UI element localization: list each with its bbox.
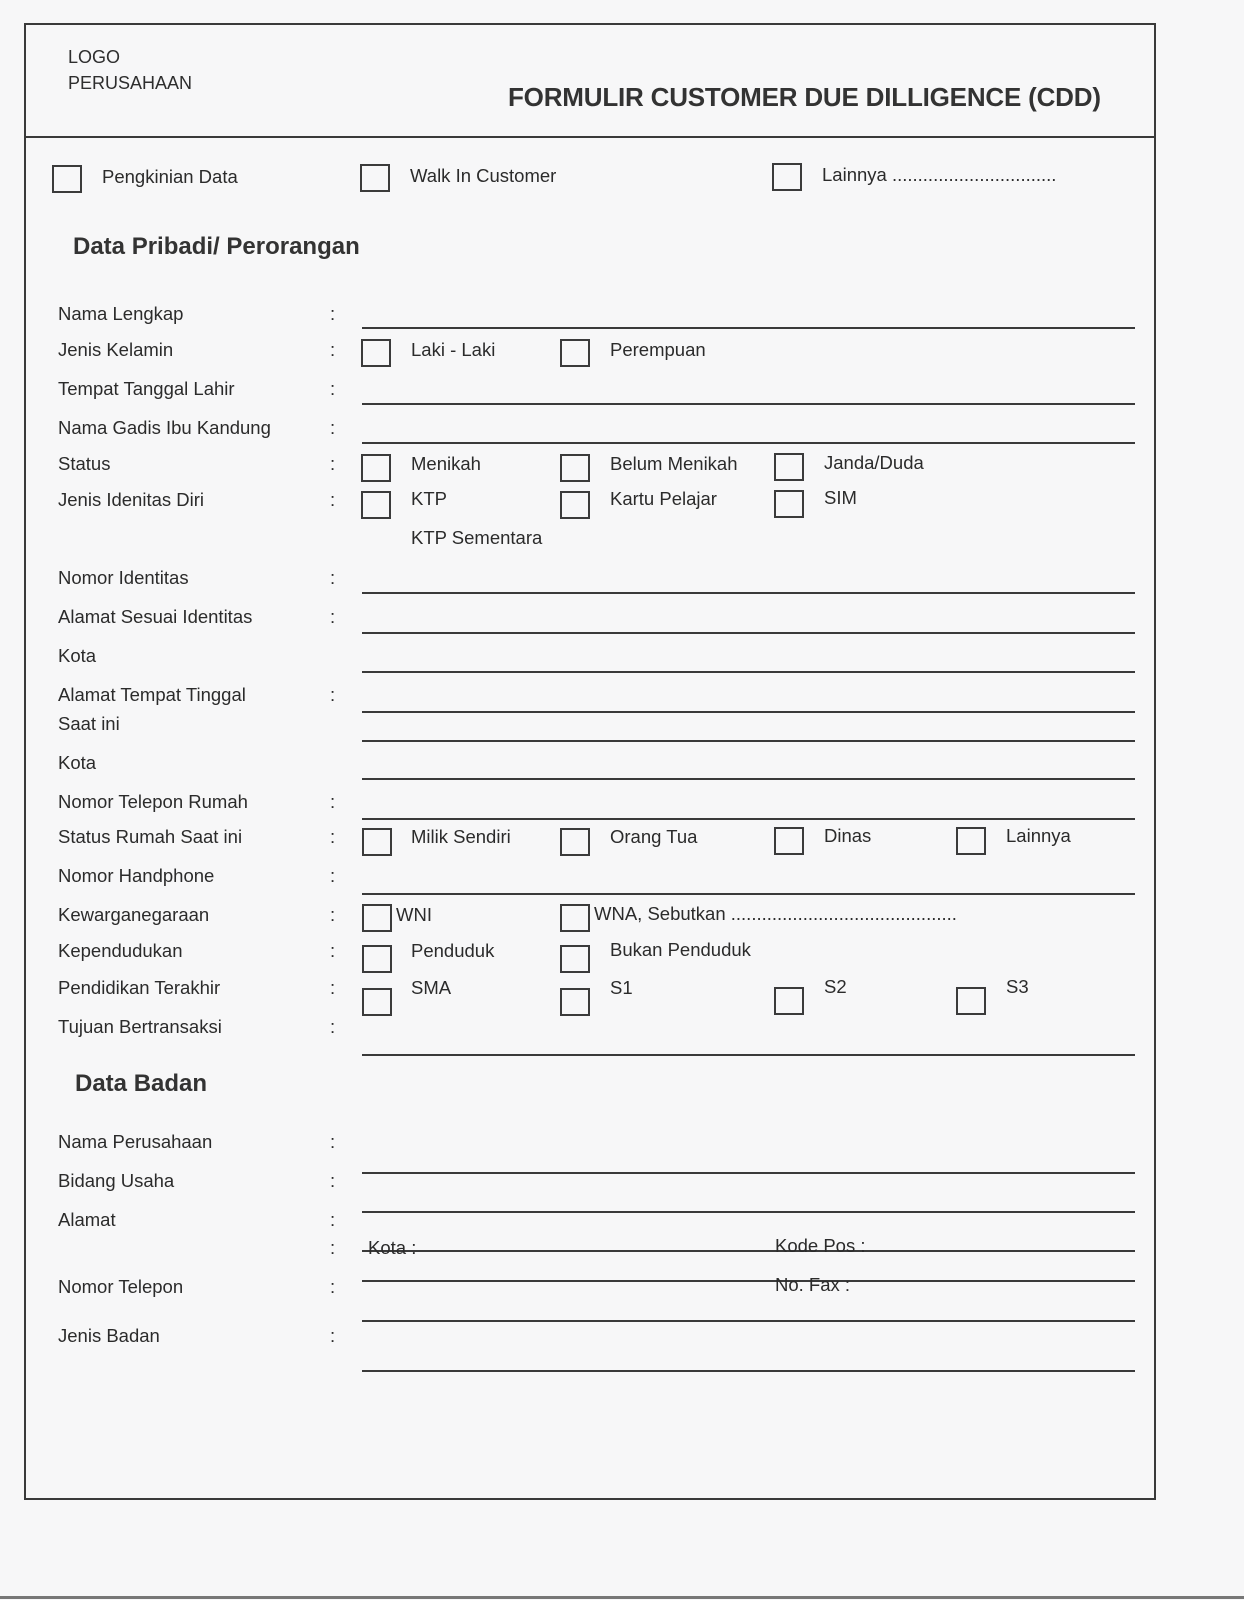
label-kota-tinggal: Kota (58, 752, 97, 773)
input-telepon-rumah[interactable] (362, 818, 1135, 820)
company-logo-placeholder (68, 44, 192, 96)
option-orang-tua: Orang Tua (610, 826, 698, 847)
input-nama-lengkap[interactable] (362, 327, 1135, 329)
option-penduduk: Penduduk (411, 940, 495, 961)
label-status: Status (58, 453, 111, 474)
input-nomor-identitas[interactable] (362, 592, 1135, 594)
input-nama-perusahaan[interactable] (362, 1172, 1135, 1174)
checkbox-ktp[interactable] (361, 491, 391, 519)
label-pendidikan: Pendidikan Terakhir (58, 977, 221, 998)
checkbox-wna[interactable] (560, 904, 590, 932)
label-jenis-kelamin: Jenis Kelamin (58, 339, 174, 360)
checkbox-milik-sendiri[interactable] (362, 828, 392, 856)
label-tempat-tanggal-lahir: Tempat Tanggal Lahir (58, 378, 235, 399)
input-bidang-usaha[interactable] (362, 1211, 1135, 1213)
label-no-fax: No. Fax : (775, 1274, 851, 1295)
colon: : (330, 904, 336, 925)
input-kota-kode-pos[interactable] (362, 1280, 1135, 1282)
colon: : (330, 1325, 336, 1346)
label-kota-identitas: Kota (58, 645, 97, 666)
checkbox-perempuan[interactable] (560, 339, 590, 367)
checkbox-pengkinian-data[interactable] (52, 165, 82, 193)
input-kota-tinggal[interactable] (362, 778, 1135, 780)
colon: : (330, 1131, 336, 1152)
input-alamat-tinggal-line-2[interactable] (362, 740, 1135, 742)
option-ktp-sementara: KTP Sementara (411, 527, 543, 548)
checkbox-laki-laki[interactable] (361, 339, 391, 367)
checkbox-bukan-penduduk[interactable] (560, 945, 590, 973)
colon: : (330, 865, 336, 886)
colon: : (330, 940, 336, 961)
colon: : (330, 489, 336, 510)
option-janda-duda: Janda/Duda (824, 452, 924, 473)
colon: : (330, 826, 336, 847)
colon: : (330, 606, 336, 627)
checkbox-sma[interactable] (362, 988, 392, 1016)
label-kota-badan: Kota : (368, 1237, 417, 1258)
colon: : (330, 1170, 336, 1191)
checkbox-penduduk[interactable] (362, 945, 392, 973)
section-heading-personal: Data Pribadi/ Perorangan (73, 233, 360, 260)
label-jenis-identitas: Jenis Idenitas Diri (58, 489, 205, 510)
option-s3: S3 (1006, 976, 1029, 997)
option-menikah: Menikah (411, 453, 481, 474)
option-dinas: Dinas (824, 825, 872, 846)
label-nomor-identitas: Nomor Identitas (58, 567, 189, 588)
option-perempuan: Perempuan (610, 339, 706, 360)
colon: : (330, 1016, 336, 1037)
checkbox-walk-in-customer[interactable] (360, 164, 390, 192)
option-s1: S1 (610, 977, 633, 998)
checkbox-kartu-pelajar[interactable] (560, 491, 590, 519)
option-s2: S2 (824, 976, 847, 997)
option-belum-menikah: Belum Menikah (610, 453, 738, 474)
colon: : (330, 1237, 336, 1258)
checkbox-lainnya-rumah[interactable] (956, 827, 986, 855)
colon: : (330, 791, 336, 812)
checkbox-s1[interactable] (560, 988, 590, 1016)
page-edge (0, 1596, 1244, 1599)
label-handphone: Nomor Handphone (58, 865, 215, 886)
label-nama-gadis-ibu: Nama Gadis Ibu Kandung (58, 417, 271, 438)
checkbox-lainnya[interactable] (772, 163, 802, 191)
option-lainnya-rumah: Lainnya (1006, 825, 1071, 846)
input-jenis-badan[interactable] (362, 1370, 1135, 1372)
label-nama-perusahaan: Nama Perusahaan (58, 1131, 213, 1152)
colon: : (330, 378, 336, 399)
input-handphone[interactable] (362, 893, 1135, 895)
checkbox-s2[interactable] (774, 987, 804, 1015)
input-tempat-tanggal-lahir[interactable] (362, 403, 1135, 405)
colon: : (330, 1276, 336, 1297)
input-tujuan[interactable] (362, 1054, 1135, 1056)
checkbox-orang-tua[interactable] (560, 828, 590, 856)
input-kota-identitas[interactable] (362, 671, 1135, 673)
label-nama-lengkap: Nama Lengkap (58, 303, 184, 324)
colon: : (330, 1209, 336, 1230)
input-alamat-identitas[interactable] (362, 632, 1135, 634)
colon: : (330, 339, 336, 360)
colon: : (330, 417, 336, 438)
colon: : (330, 567, 336, 588)
input-nama-gadis-ibu[interactable] (362, 442, 1135, 444)
option-walk-in-customer: Walk In Customer (410, 165, 557, 186)
option-lainnya: Lainnya ................................ (822, 164, 1057, 185)
input-alamat-tinggal-line-1[interactable] (362, 711, 1135, 713)
label-jenis-badan: Jenis Badan (58, 1325, 160, 1346)
option-milik-sendiri: Milik Sendiri (411, 826, 511, 847)
checkbox-sim[interactable] (774, 490, 804, 518)
option-wna: WNA, Sebutkan ............................................ (594, 903, 957, 924)
label-kode-pos: Kode Pos : (775, 1235, 866, 1256)
label-kependudukan: Kependudukan (58, 940, 183, 961)
form-title: FORMULIR CUSTOMER DUE DILLIGENCE (CDD) (508, 82, 1101, 112)
colon: : (330, 453, 336, 474)
checkbox-s3[interactable] (956, 987, 986, 1015)
checkbox-dinas[interactable] (774, 827, 804, 855)
label-bidang-usaha: Bidang Usaha (58, 1170, 175, 1191)
option-pengkinian-data: Pengkinian Data (102, 166, 238, 187)
label-alamat-badan: Alamat (58, 1209, 116, 1230)
label-telepon-rumah: Nomor Telepon Rumah (58, 791, 248, 812)
colon: : (330, 684, 336, 705)
label-nomor-telepon-badan: Nomor Telepon (58, 1276, 184, 1297)
label-status-rumah: Status Rumah Saat ini (58, 826, 243, 847)
label-alamat-tinggal: Alamat Tempat Tinggal (58, 684, 246, 705)
option-laki-laki: Laki - Laki (411, 339, 496, 360)
header-divider (24, 136, 1156, 138)
label-tujuan: Tujuan Bertransaksi (58, 1016, 222, 1037)
checkbox-janda-duda[interactable] (774, 453, 804, 481)
option-bukan-penduduk: Bukan Penduduk (610, 939, 751, 960)
label-kewarganegaraan: Kewarganegaraan (58, 904, 210, 925)
label-alamat-identitas: Alamat Sesuai Identitas (58, 606, 253, 627)
option-sim: SIM (824, 487, 857, 508)
input-alamat-badan[interactable] (362, 1250, 1135, 1252)
colon: : (330, 977, 336, 998)
checkbox-menikah[interactable] (361, 454, 391, 482)
checkbox-wni[interactable] (362, 904, 392, 932)
logo-line-2: PERUSAHAAN (68, 73, 193, 93)
colon: : (330, 303, 336, 324)
logo-line-1: LOGO (68, 47, 121, 67)
option-kartu-pelajar: Kartu Pelajar (610, 488, 717, 509)
option-ktp: KTP (411, 488, 447, 509)
checkbox-belum-menikah[interactable] (560, 454, 590, 482)
option-sma: SMA (411, 977, 452, 998)
label-alamat-tinggal-2: Saat ini (58, 713, 120, 734)
input-telepon-fax[interactable] (362, 1320, 1135, 1322)
option-wni: WNI (396, 904, 432, 925)
section-heading-business: Data Badan (75, 1070, 208, 1097)
